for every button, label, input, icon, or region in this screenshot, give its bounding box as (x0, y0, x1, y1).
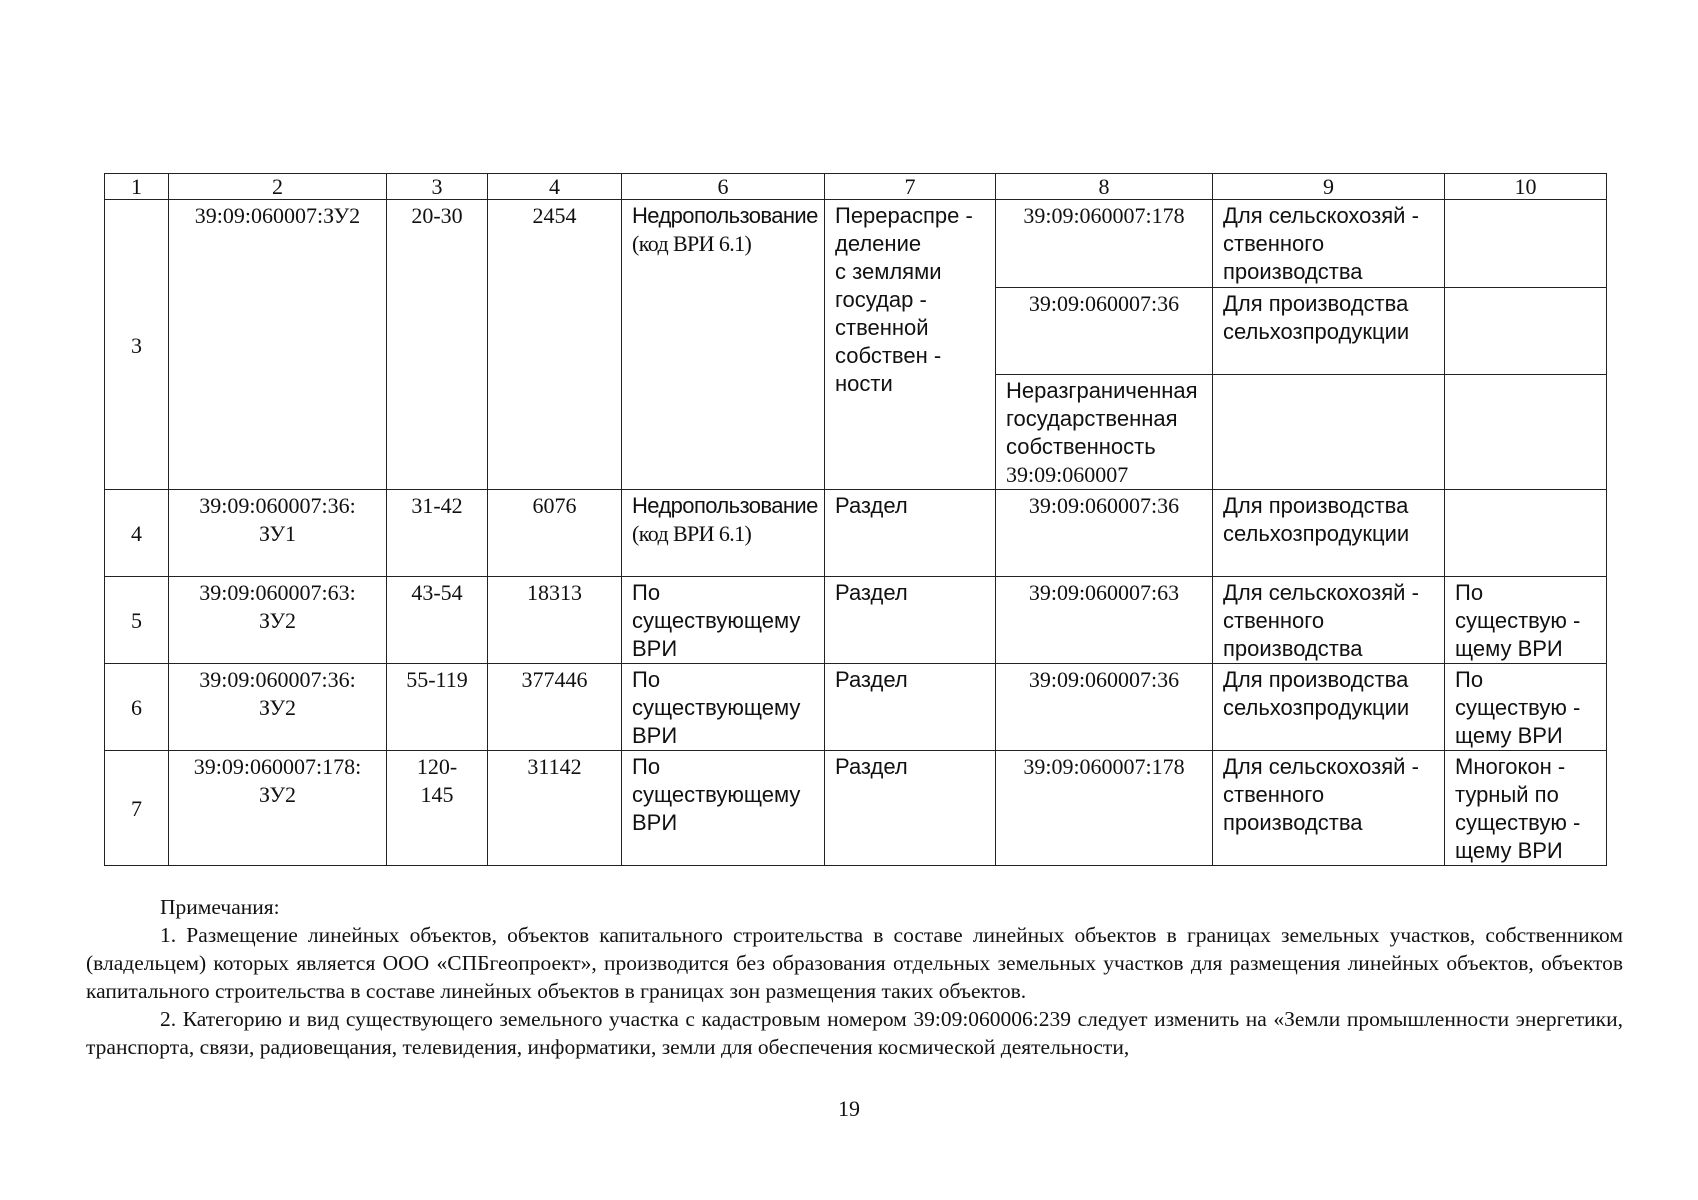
text-line: Перераспре - (835, 203, 973, 228)
text-line: сельхозпродукции (1223, 319, 1410, 344)
text-line: государ - (835, 287, 927, 312)
text-line: 39:09:060007:63: (199, 580, 356, 605)
text-line: щему ВРИ (1455, 636, 1563, 661)
header-cell: 3 (387, 174, 488, 200)
source-cadastral-number: 39:09:060007:63 (996, 577, 1213, 664)
area-value: 18313 (488, 577, 622, 664)
source-use (1213, 664, 1445, 751)
text-line: производства (1223, 259, 1363, 284)
header-cell: 7 (825, 174, 996, 200)
text-line: ственного (1223, 608, 1325, 633)
table-row (105, 577, 1607, 664)
header-cell: 1 (105, 174, 169, 200)
note-cell (1445, 375, 1607, 490)
text-line: существую - (1455, 608, 1581, 633)
text-line: Для сельскохозяй - (1223, 754, 1419, 779)
text-line: собствен - (835, 343, 942, 368)
text-line: По (1455, 580, 1484, 605)
text-line: Недропользование (632, 493, 818, 518)
text-line: Недропользование (632, 203, 818, 228)
text-line: щему ВРИ (1455, 723, 1563, 748)
text-line: Для сельскохозяй - (1223, 580, 1419, 605)
point-range: 55-119 (387, 664, 488, 751)
text-line: производства (1223, 636, 1363, 661)
notes-section (86, 893, 1623, 1061)
text-line: ЗУ2 (258, 695, 297, 720)
text-line: Для производства (1223, 493, 1409, 518)
cadastral-number (169, 577, 387, 664)
text-line: щему ВРИ (1455, 838, 1563, 863)
text-line: ВРИ (632, 636, 678, 661)
text-line: существующему (632, 695, 801, 720)
note-cell (1445, 664, 1607, 751)
point-range: 31-42 (387, 490, 488, 577)
table-row (105, 664, 1607, 751)
land-plots-table (104, 173, 1607, 866)
point-range (387, 751, 488, 866)
text-line: ственной (835, 315, 929, 340)
cadastral-number: 39:09:060007:ЗУ2 (169, 200, 387, 490)
text-line: 145 (420, 782, 454, 807)
cadastral-number (169, 664, 387, 751)
text-line: По (632, 754, 661, 779)
text-line: существую - (1455, 695, 1581, 720)
text-line: существую - (1455, 810, 1581, 835)
permitted-use (622, 577, 825, 664)
permitted-use (622, 664, 825, 751)
header-cell: 9 (1213, 174, 1445, 200)
permitted-use (622, 751, 825, 866)
cadastral-number (169, 490, 387, 577)
text-line: (код ВРИ 6.1) (632, 521, 752, 546)
header-cell: 6 (622, 174, 825, 200)
source-cadastral-number: 39:09:060007:178 (996, 200, 1213, 288)
point-range: 43-54 (387, 577, 488, 664)
header-cell: 10 (1445, 174, 1607, 200)
source-cadastral-number: 39:09:060007:178 (996, 751, 1213, 866)
notes-title: Примечания: (160, 895, 280, 919)
text-line: ственного (1223, 782, 1325, 807)
text-line: 39:09:060007 (1006, 462, 1129, 487)
area-value: 2454 (488, 200, 622, 490)
text-line: ности (835, 371, 893, 396)
source-use (1213, 288, 1445, 375)
row-number: 6 (105, 664, 169, 751)
permitted-use (622, 200, 825, 490)
text-line: существующему (632, 608, 801, 633)
cadastral-number (169, 751, 387, 866)
row-number: 3 (105, 200, 169, 490)
header-cell: 8 (996, 174, 1213, 200)
note-2: 2. Категорию и вид существующего земельного участка с кадастровым номером 39:09:060006:239 следует изменить на «Земли промышленности энергетики, транспорта, связи, радиовещания, телевидения, информатики, земли для обеспечения космической деятельности, (86, 1007, 1623, 1059)
text-line: Многокон - (1455, 754, 1566, 779)
text-line: 39:09:060007:36: (199, 667, 356, 692)
text-line: 39:09:060007:36: (199, 493, 356, 518)
row-number: 7 (105, 751, 169, 866)
formation-method: Раздел (825, 751, 996, 866)
formation-method: Раздел (825, 664, 996, 751)
text-line: деление (835, 231, 922, 256)
row-number: 5 (105, 577, 169, 664)
table-row (105, 751, 1607, 866)
text-line: с землями (835, 259, 942, 284)
text-line: ЗУ2 (258, 608, 297, 633)
text-line: сельхозпродукции (1223, 521, 1410, 546)
table-row (105, 490, 1607, 577)
text-line: ВРИ (632, 723, 678, 748)
source-use (1213, 200, 1445, 288)
note-1: 1. Размещение линейных объектов, объектов капитального строительства в составе линейных объектов в границах земельных участков, собственником (владельцем) которых является ООО «СПБгеопроект», производится без образования отдельных земельных участков для размещения линейных объектов, объектов капитального строительства в составе линейных объектов в границах зон размещения таких объектов. (86, 923, 1623, 1003)
note-cell (1445, 200, 1607, 288)
page-number: 19 (838, 1096, 860, 1121)
text-line: турный по (1455, 782, 1559, 807)
formation-method (825, 200, 996, 490)
source-cadastral-number: 39:09:060007:36 (996, 664, 1213, 751)
row-number: 4 (105, 490, 169, 577)
source-use (1213, 375, 1445, 490)
text-line: собственность (1006, 434, 1156, 459)
text-line: По (1455, 667, 1484, 692)
point-range: 20-30 (387, 200, 488, 490)
header-cell: 4 (488, 174, 622, 200)
text-line: производства (1223, 810, 1363, 835)
note-cell (1445, 577, 1607, 664)
table-row (105, 200, 1607, 288)
table-header-row (105, 174, 1607, 200)
text-line: ВРИ (632, 810, 678, 835)
permitted-use (622, 490, 825, 577)
text-line: 39:09:060007:178: (193, 754, 362, 779)
text-line: существующему (632, 782, 801, 807)
text-line: ЗУ1 (258, 521, 297, 546)
text-line: сельхозпродукции (1223, 695, 1410, 720)
header-cell: 2 (169, 174, 387, 200)
text-line: государственная (1006, 406, 1178, 431)
text-line: Для производства (1223, 291, 1409, 316)
text-line: По (632, 580, 661, 605)
note-cell (1445, 288, 1607, 375)
note-cell (1445, 751, 1607, 866)
area-value: 377446 (488, 664, 622, 751)
formation-method: Раздел (825, 490, 996, 577)
source-cadastral-number: 39:09:060007:36 (996, 288, 1213, 375)
text-line: 120- (416, 754, 458, 779)
area-value: 6076 (488, 490, 622, 577)
text-line: Для сельскохозяй - (1223, 203, 1419, 228)
formation-method: Раздел (825, 577, 996, 664)
text-line: По (632, 667, 661, 692)
text-line: Для производства (1223, 667, 1409, 692)
note-cell (1445, 490, 1607, 577)
text-line: ЗУ2 (258, 782, 297, 807)
text-line: Неразграниченная (1006, 378, 1198, 403)
area-value: 31142 (488, 751, 622, 866)
source-cadastral-number: 39:09:060007:36 (996, 490, 1213, 577)
source-use (1213, 751, 1445, 866)
source-use (1213, 490, 1445, 577)
text-line: ственного (1223, 231, 1325, 256)
source-cadastral-number (996, 375, 1213, 490)
text-line: (код ВРИ 6.1) (632, 231, 752, 256)
source-use (1213, 577, 1445, 664)
